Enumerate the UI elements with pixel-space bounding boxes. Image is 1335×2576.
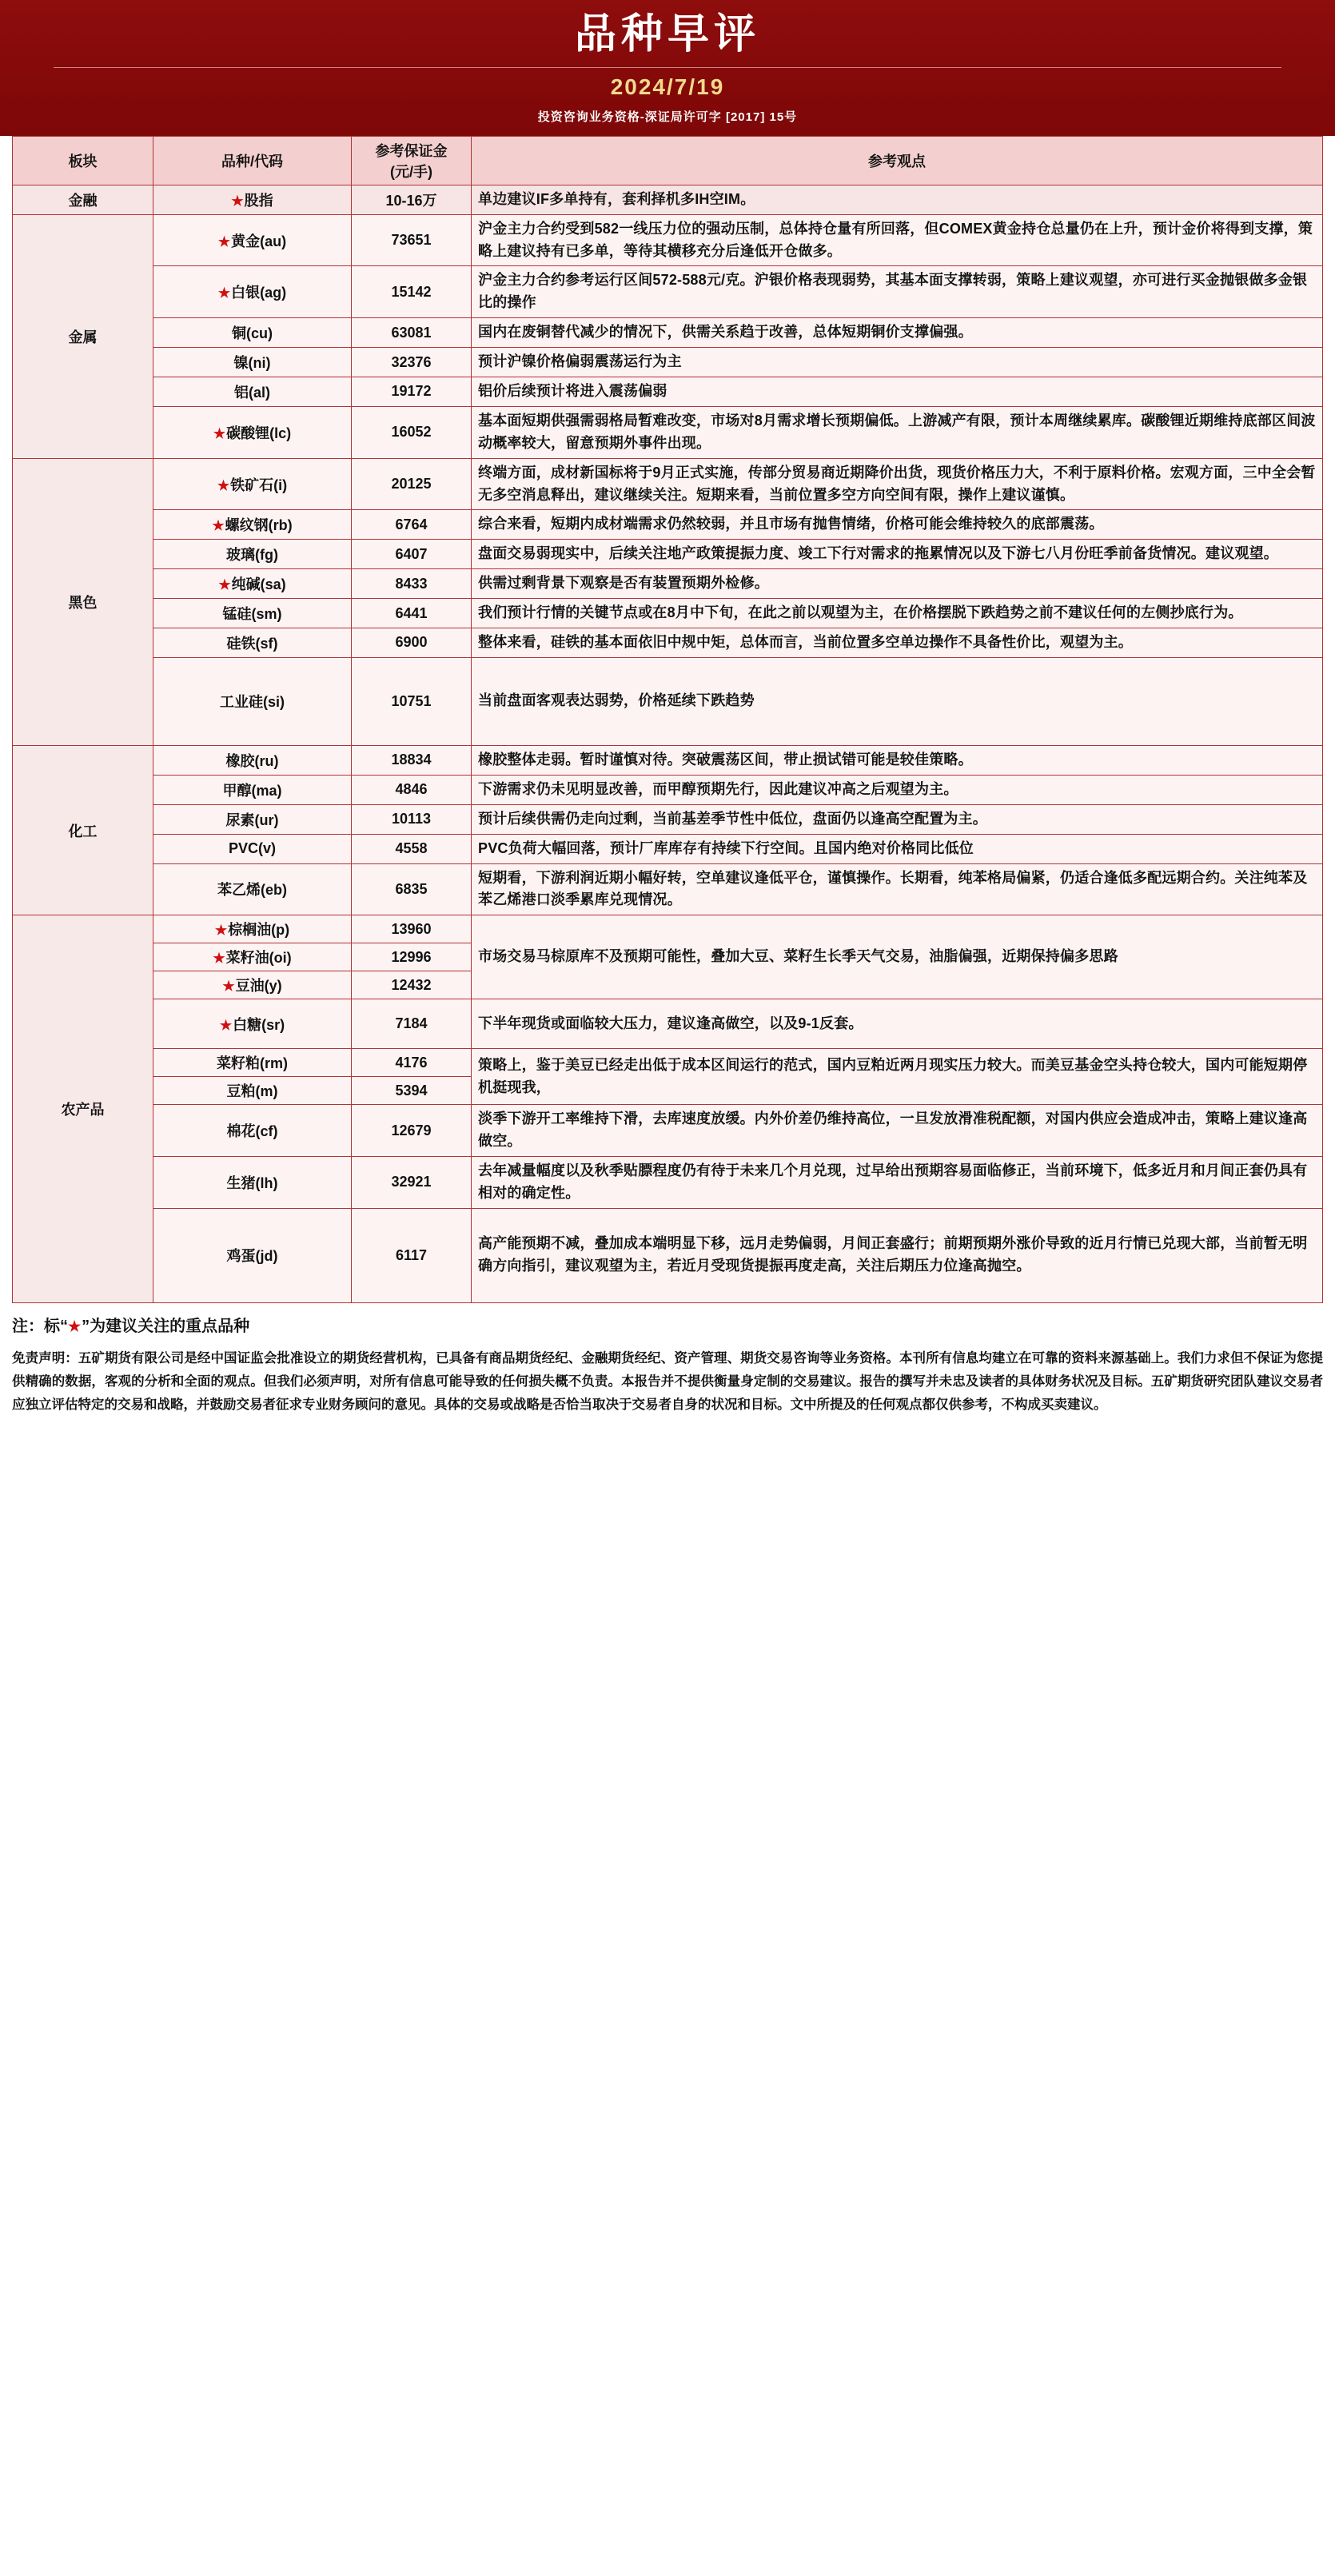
star-icon: ★ bbox=[231, 193, 244, 209]
variety-cell: 玻璃(fg) bbox=[153, 540, 352, 569]
page-title: 品种早评 bbox=[574, 11, 760, 58]
variety-label: 菜籽油(oi) bbox=[225, 950, 292, 967]
table-body bbox=[13, 185, 1323, 1302]
view-cell: 高产能预期不减，叠加成本端明显下移，远月走势偏弱，月间正套盛行；前期预期外涨价导致的近月行情已兑现大部，当前暂无明确方向指引，建议观望为主，若近月受现货提振再度走高，关注后期压力位逢高抛空。 bbox=[472, 1208, 1323, 1302]
table-note bbox=[12, 1313, 1323, 1336]
variety-label: 棕榈油(p) bbox=[228, 922, 290, 939]
table-row bbox=[13, 915, 1323, 943]
margin-cell: 6117 bbox=[352, 1208, 472, 1302]
view-cell: 单边建议IF多单持有，套利择机多IH空IM。 bbox=[472, 185, 1323, 214]
variety-review-table bbox=[12, 136, 1323, 1303]
header-divider bbox=[54, 67, 1281, 68]
star-icon: ★ bbox=[212, 518, 225, 534]
variety-cell bbox=[153, 406, 352, 458]
view-cell: 供需过剩背景下观察是否有装置预期外检修。 bbox=[472, 569, 1323, 599]
view-cell: 下游需求仍未见明显改善，而甲醇预期先行，因此建议冲高之后观望为主。 bbox=[472, 775, 1323, 804]
view-cell: 当前盘面客观表达弱势，价格延续下跌趋势 bbox=[472, 657, 1323, 745]
variety-cell: 铜(cu) bbox=[153, 318, 352, 348]
variety-label: 铁矿石(i) bbox=[230, 477, 288, 493]
star-icon: ★ bbox=[217, 477, 230, 493]
table-row bbox=[13, 775, 1323, 804]
table-row bbox=[13, 1157, 1323, 1209]
view-cell: 去年减量幅度以及秋季贴膘程度仍有待于未来几个月兑现，过早给出预期容易面临修正，当前环境下，低多近月和月间正套仍具有相对的确定性。 bbox=[472, 1157, 1323, 1209]
view-cell: 整体来看，硅铁的基本面依旧中规中矩，总体而言，当前位置多空单边操作不具备性价比，观望为主。 bbox=[472, 628, 1323, 658]
table-row bbox=[13, 599, 1323, 628]
sector-cell-agriculture: 农产品 bbox=[13, 915, 153, 1303]
margin-cell: 32921 bbox=[352, 1157, 472, 1209]
variety-cell: 甲醇(ma) bbox=[153, 775, 352, 804]
table-row bbox=[13, 628, 1323, 658]
variety-cell bbox=[153, 266, 352, 318]
view-cell: 综合来看，短期内成材端需求仍然较弱，并且市场有抛售情绪，价格可能会维持较久的底部震荡。 bbox=[472, 510, 1323, 540]
license-text: 投资咨询业务资格-深证局许可字 [2017] 15号 bbox=[537, 110, 798, 124]
variety-cell: 棉花(cf) bbox=[153, 1105, 352, 1157]
table-row bbox=[13, 804, 1323, 834]
variety-label: 股指 bbox=[244, 192, 273, 209]
variety-label: 纯碱(sa) bbox=[231, 576, 286, 593]
variety-label: 白银(ag) bbox=[231, 285, 287, 301]
variety-cell: 菜籽粕(rm) bbox=[153, 1049, 352, 1077]
star-icon: ★ bbox=[213, 425, 226, 441]
margin-cell: 8433 bbox=[352, 569, 472, 599]
variety-cell bbox=[153, 458, 352, 510]
margin-cell: 4846 bbox=[352, 775, 472, 804]
sector-cell-metals: 金属 bbox=[13, 214, 153, 458]
variety-cell bbox=[153, 943, 352, 971]
column-header-view: 参考观点 bbox=[472, 136, 1323, 185]
sector-cell-chemicals: 化工 bbox=[13, 745, 153, 915]
variety-cell bbox=[153, 510, 352, 540]
table-row bbox=[13, 863, 1323, 915]
view-cell: 我们预计行情的关键节点或在8月中下旬，在此之前以观望为主，在价格摆脱下跌趋势之前不建议任何的左侧抄底行为。 bbox=[472, 599, 1323, 628]
variety-label: 碳酸锂(lc) bbox=[226, 425, 292, 441]
view-cell: 市场交易马棕原库不及预期可能性，叠加大豆、菜籽生长季天气交易，油脂偏强，近期保持偏多思路 bbox=[472, 915, 1323, 999]
variety-cell bbox=[153, 185, 352, 214]
note-prefix: 注：标“ bbox=[12, 1317, 68, 1335]
table-row bbox=[13, 745, 1323, 775]
star-icon: ★ bbox=[214, 923, 228, 939]
variety-cell bbox=[153, 214, 352, 266]
margin-cell: 12996 bbox=[352, 943, 472, 971]
table-row bbox=[13, 569, 1323, 599]
variety-cell: 镍(ni) bbox=[153, 348, 352, 377]
margin-cell: 15142 bbox=[352, 266, 472, 318]
star-icon: ★ bbox=[68, 1318, 82, 1334]
view-cell: 终端方面，成材新国标将于9月正式实施，传部分贸易商近期降价出货，现货价格压力大，不利于原料价格。宏观方面，三中全会暂无多空消息释出，建议继续关注。短期来看，当前位置多空方向空间有限，操作上建议谨慎。 bbox=[472, 458, 1323, 510]
variety-cell bbox=[153, 999, 352, 1049]
variety-label: 豆油(y) bbox=[235, 978, 282, 995]
column-header-variety: 品种/代码 bbox=[153, 136, 352, 185]
variety-cell: 鸡蛋(jd) bbox=[153, 1208, 352, 1302]
table-row bbox=[13, 458, 1323, 510]
margin-cell: 12679 bbox=[352, 1105, 472, 1157]
variety-cell: 苯乙烯(eb) bbox=[153, 863, 352, 915]
view-cell: 基本面短期供强需弱格局暂难改变，市场对8月需求增长预期偏低。上游减产有限，预计本周继续累库。碳酸锂近期维持底部区间波动概率较大，留意预期外事件出现。 bbox=[472, 406, 1323, 458]
margin-cell: 10751 bbox=[352, 657, 472, 745]
table-head bbox=[13, 136, 1323, 185]
view-cell: 预计沪镍价格偏弱震荡运行为主 bbox=[472, 348, 1323, 377]
table-row bbox=[13, 1208, 1323, 1302]
variety-cell: 橡胶(ru) bbox=[153, 745, 352, 775]
view-cell: 铝价后续预计将进入震荡偏弱 bbox=[472, 377, 1323, 407]
margin-cell: 6441 bbox=[352, 599, 472, 628]
margin-cell: 6835 bbox=[352, 863, 472, 915]
star-icon: ★ bbox=[222, 979, 235, 995]
view-cell: 沪金主力合约受到582一线压力位的强动压制，总体持仓量有所回落，但COMEX黄金持仓总量仍在上升，预计金价将得到支撑，策略上建议持有已多单，等待其横移充分后逢低开仓做多。 bbox=[472, 214, 1323, 266]
view-cell: 预计后续供需仍走向过剩，当前基差季节性中低位，盘面仍以逢高空配置为主。 bbox=[472, 804, 1323, 834]
table-row bbox=[13, 377, 1323, 407]
star-icon: ★ bbox=[217, 233, 231, 249]
margin-cell: 4558 bbox=[352, 834, 472, 863]
report-header bbox=[0, 0, 1335, 136]
variety-cell: 豆粕(m) bbox=[153, 1077, 352, 1105]
variety-cell bbox=[153, 915, 352, 943]
sector-cell-ferrous: 黑色 bbox=[13, 458, 153, 745]
variety-cell bbox=[153, 971, 352, 999]
margin-cell: 6900 bbox=[352, 628, 472, 658]
variety-label: 黄金(au) bbox=[231, 233, 287, 249]
margin-cell: 63081 bbox=[352, 318, 472, 348]
table-row bbox=[13, 266, 1323, 318]
margin-cell: 13960 bbox=[352, 915, 472, 943]
variety-cell bbox=[153, 569, 352, 599]
variety-cell: PVC(v) bbox=[153, 834, 352, 863]
table-row bbox=[13, 834, 1323, 863]
margin-cell: 10113 bbox=[352, 804, 472, 834]
margin-cell: 20125 bbox=[352, 458, 472, 510]
margin-cell: 32376 bbox=[352, 348, 472, 377]
star-icon: ★ bbox=[217, 285, 231, 301]
view-cell: 橡胶整体走弱。暂时谨慎对待。突破震荡区间，带止损试错可能是较佳策略。 bbox=[472, 745, 1323, 775]
margin-cell: 5394 bbox=[352, 1077, 472, 1105]
margin-cell: 73651 bbox=[352, 214, 472, 266]
variety-cell: 硅铁(sf) bbox=[153, 628, 352, 658]
table-header-row bbox=[13, 136, 1323, 185]
view-cell: 盘面交易弱现实中，后续关注地产政策提振力度、竣工下行对需求的拖累情况以及下游七八月份旺季前备货情况。建议观望。 bbox=[472, 540, 1323, 569]
star-icon: ★ bbox=[219, 1017, 233, 1033]
variety-cell: 铝(al) bbox=[153, 377, 352, 407]
sector-cell-financial: 金融 bbox=[13, 185, 153, 214]
column-header-margin-line1: 参考保证金 bbox=[375, 142, 448, 159]
table-row bbox=[13, 185, 1323, 214]
table-row bbox=[13, 999, 1323, 1049]
table-row bbox=[13, 657, 1323, 745]
margin-cell: 16052 bbox=[352, 406, 472, 458]
view-cell: 下半年现货或面临较大压力，建议逢高做空，以及9-1反套。 bbox=[472, 999, 1323, 1049]
table-row bbox=[13, 510, 1323, 540]
view-cell: 国内在废铜替代减少的情况下，供需关系趋于改善，总体短期铜价支撑偏强。 bbox=[472, 318, 1323, 348]
disclaimer-text: 免责声明：五矿期货有限公司是经中国证监会批准设立的期货经营机构，已具备有商品期货经纪、金融期货经纪、资产管理、期货交易咨询等业务资格。本刊所有信息均建立在可靠的资料来源基础上。我们力求但不保证为您提供精确的数据，客观的分析和全面的观点。但我们必须声明，对所有信息可能导致的任何损失概不负责。本报告并不提供衡量身定制的交易建议。报告的撰写并未忠及读者的具体财务状况及目标。五矿期货研究团队建议交易者应独立评估特定的交易和战略，并鼓励交易者征求专业财务顾问的意见。具体的交易或战略是否恰当取决于交易者自身的状况和目标。文中所提及的任何观点都仅供参考，不构成买卖建议。 bbox=[12, 1350, 1323, 1412]
variety-cell: 锰硅(sm) bbox=[153, 599, 352, 628]
column-header-sector: 板块 bbox=[13, 136, 153, 185]
margin-cell: 12432 bbox=[352, 971, 472, 999]
table-row bbox=[13, 318, 1323, 348]
variety-cell: 工业硅(si) bbox=[153, 657, 352, 745]
margin-cell: 10-16万 bbox=[352, 185, 472, 214]
table-row bbox=[13, 406, 1323, 458]
margin-cell: 18834 bbox=[352, 745, 472, 775]
star-icon: ★ bbox=[213, 951, 225, 967]
view-cell: 短期看，下游利润近期小幅好转，空单建议逢低平仓，谨慎操作。长期看，纯苯格局偏紧，仍适合逢低多配远期合约。关注纯苯及苯乙烯港口淡季累库兑现情况。 bbox=[472, 863, 1323, 915]
column-header-margin bbox=[352, 136, 472, 185]
margin-cell: 6407 bbox=[352, 540, 472, 569]
margin-cell: 6764 bbox=[352, 510, 472, 540]
view-cell: 淡季下游开工率维持下滑，去库速度放缓。内外价差仍维持高位，一旦发放滑准税配额，对国内供应会造成冲击，策略上建议逢高做空。 bbox=[472, 1105, 1323, 1157]
variety-label: 白糖(sr) bbox=[233, 1016, 285, 1033]
note-suffix: ”为建议关注的重点品种 bbox=[82, 1317, 250, 1335]
star-icon: ★ bbox=[218, 577, 231, 593]
table-row bbox=[13, 540, 1323, 569]
report-date: 2024/7/19 bbox=[610, 74, 725, 99]
table-row bbox=[13, 348, 1323, 377]
column-header-margin-line2: (元/手) bbox=[390, 163, 432, 180]
table-row bbox=[13, 1105, 1323, 1157]
margin-cell: 7184 bbox=[352, 999, 472, 1049]
view-cell: PVC负荷大幅回落，预计厂库库存有持续下行空间。且国内绝对价格同比低位 bbox=[472, 834, 1323, 863]
table-row bbox=[13, 1049, 1323, 1077]
variety-label: 螺纹钢(rb) bbox=[225, 517, 293, 534]
table-row bbox=[13, 214, 1323, 266]
view-cell: 策略上，鉴于美豆已经走出低于成本区间运行的范式，国内豆粕近两月现实压力较大。而美豆基金空头持仓较大，国内可能短期停机挺现我， bbox=[472, 1049, 1323, 1105]
variety-cell: 尿素(ur) bbox=[153, 804, 352, 834]
variety-cell: 生猪(lh) bbox=[153, 1157, 352, 1209]
margin-cell: 19172 bbox=[352, 377, 472, 407]
view-cell: 沪金主力合约参考运行区间572-588元/克。沪银价格表现弱势，其基本面支撑转弱，策略上建议观望，亦可进行买金抛银做多金银比的操作 bbox=[472, 266, 1323, 318]
margin-cell: 4176 bbox=[352, 1049, 472, 1077]
